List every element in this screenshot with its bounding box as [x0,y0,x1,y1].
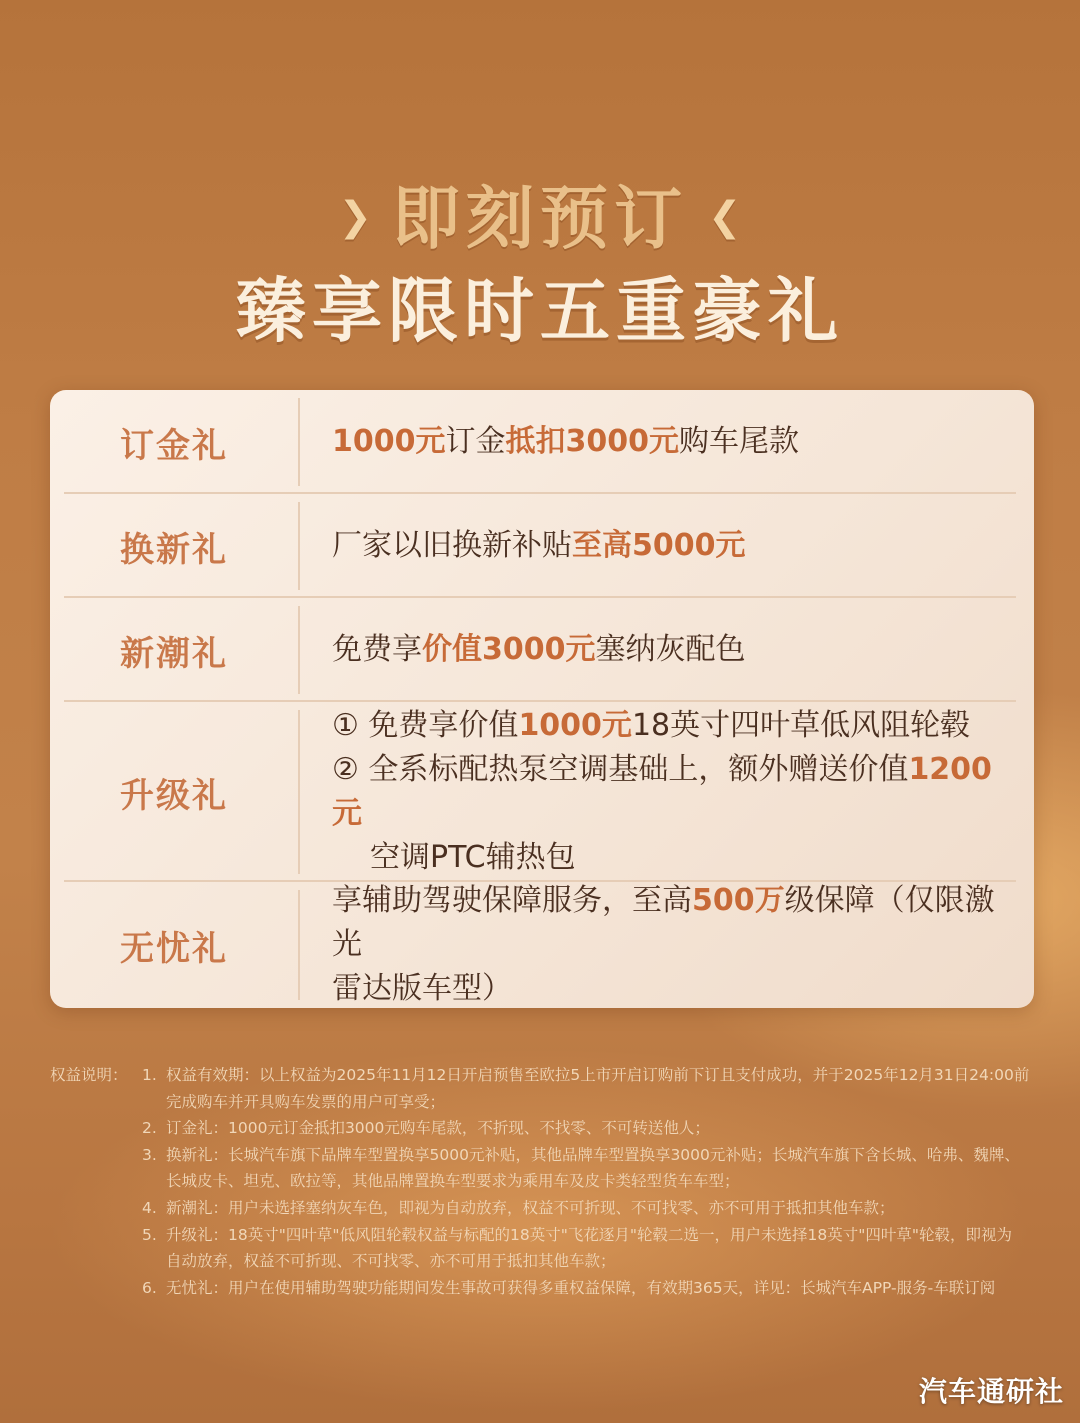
benefit-label: 换新礼 [120,529,228,570]
benefit-highlight: 1000元 [332,424,446,459]
row-divider-vertical [298,502,300,590]
decoration-left-icon: ❯ [338,194,372,240]
benefit-row [50,882,1034,1008]
headline-title [0,165,1080,262]
row-divider-vertical [298,710,300,874]
terms-item-text: 无忧礼：用户在使用辅助驾驶功能期间发生事故可获得多重权益保障，有效期365天，详见：长城汽车APP-服务-车联订阅 [166,1278,996,1297]
terms-item-text: 订金礼：1000元订金抵扣3000元购车尾款，不折现、不找零、不可转送他人； [166,1119,710,1138]
benefit-label: 无忧礼 [120,928,228,969]
terms-item-line [142,1222,1040,1249]
terms-item-text: 长城皮卡、坦克、欧拉等，其他品牌置换车型要求为乘用车及皮卡类轻型货车车型； [166,1172,740,1191]
benefit-content [332,882,1004,1008]
benefit-text: 订金 [445,424,506,459]
benefit-line [332,879,1004,967]
headline-title-text: 即刻预订 [391,180,688,259]
benefits-card [50,390,1034,1008]
terms-item-line [142,1115,1040,1142]
terms-item-text: 新潮礼：用户未选择塞纳灰车色，即视为自动放弃，权益不可折现、不可找零、亦不可用于抵扣其他车款； [166,1199,895,1217]
benefit-text: 塞纳灰配色 [595,632,746,667]
benefit-text: ② 全系标配热泵空调基础上，额外赠送价值 [332,752,909,787]
terms-item-text: 完成购车并开具购车发票的用户可享受； [166,1092,446,1111]
terms-item-line [142,1142,1040,1169]
benefit-text: ① 免费享价值 [332,708,519,743]
benefit-line [332,836,1004,880]
row-divider-vertical [298,398,300,486]
decoration-right-icon: ❮ [708,194,742,240]
benefit-row [50,494,1034,598]
benefit-highlight: 抵扣3000元 [505,424,679,459]
benefit-line [332,524,1004,568]
terms-item-number: 3. [142,1145,157,1164]
row-divider-vertical [298,606,300,694]
terms-item-line [142,1168,1040,1195]
terms-item-number: 1. [142,1066,157,1084]
benefit-line [332,748,1004,836]
benefit-line [332,420,1004,464]
benefit-row [50,702,1034,882]
terms-item-number: 4. [142,1199,157,1217]
benefit-highlight: 500万 [692,883,785,918]
terms-item-text: 权益有效期：以上权益为2025年11月12日开启预售至欧拉5上市开启订购前下订且支付成功，并于2025年12月31日24:00前 [166,1066,1030,1084]
terms-title: 权益说明： [50,1066,128,1084]
benefit-row [50,598,1034,702]
benefit-highlight: 1000元 [518,708,632,743]
benefit-highlight: 价值3000元 [422,632,596,667]
terms-item-line [142,1089,1040,1116]
benefit-text: 空调PTC辅热包 [370,840,576,875]
benefit-text: 免费享 [332,632,422,667]
benefit-label: 新潮礼 [120,633,228,674]
terms-item-line [142,1195,1040,1222]
benefit-line [332,628,1004,672]
benefit-highlight: 1200元 [332,752,992,831]
row-divider-vertical [298,890,300,1000]
benefit-content [332,598,1004,702]
benefit-content [332,702,1004,882]
benefit-label: 订金礼 [120,425,228,466]
terms-item-text: 换新礼：长城汽车旗下品牌车型置换享5000元补贴，其他品牌车型置换享3000元补贴；长城汽车旗下含长城、哈弗、魏牌、 [166,1145,1020,1164]
benefit-text: 厂家以旧换新补贴 [332,528,572,563]
terms-item-number: 6. [142,1278,157,1297]
benefit-text: 18英寸四叶草低风阻轮毂 [631,708,971,743]
benefit-highlight: 至高5000元 [572,528,746,563]
terms-item-text: 升级礼：18英寸"四叶草"低风阻轮毂权益与标配的18英寸"飞花逐月"轮毂二选一，用户未选择18英寸"四叶草"轮毂，即视为 [166,1225,1012,1244]
terms-item-line [142,1275,1040,1302]
terms-item-text: 自动放弃，权益不可折现、不可找零、亦不可用于抵扣其他车款； [166,1252,616,1271]
terms-item-line [142,1062,1040,1089]
benefit-content [332,494,1004,598]
headline-subtitle: 臻享限时五重豪礼 [236,270,844,352]
watermark: 汽车通研社 [918,1375,1064,1408]
benefit-text: 级保障（仅限激光 [332,883,995,962]
terms-item-line [142,1248,1040,1275]
terms-item-number: 5. [142,1225,157,1244]
terms-item-number: 2. [142,1119,157,1138]
benefit-content [332,390,1004,494]
benefit-text: 雷达版车型） [332,971,512,1006]
benefit-text: 享辅助驾驶保障服务，至高 [332,883,692,918]
benefit-line [332,704,1004,748]
benefit-text: 购车尾款 [679,424,799,459]
benefit-label: 升级礼 [120,775,228,816]
benefit-row [50,390,1034,494]
benefit-line [332,967,1004,1011]
